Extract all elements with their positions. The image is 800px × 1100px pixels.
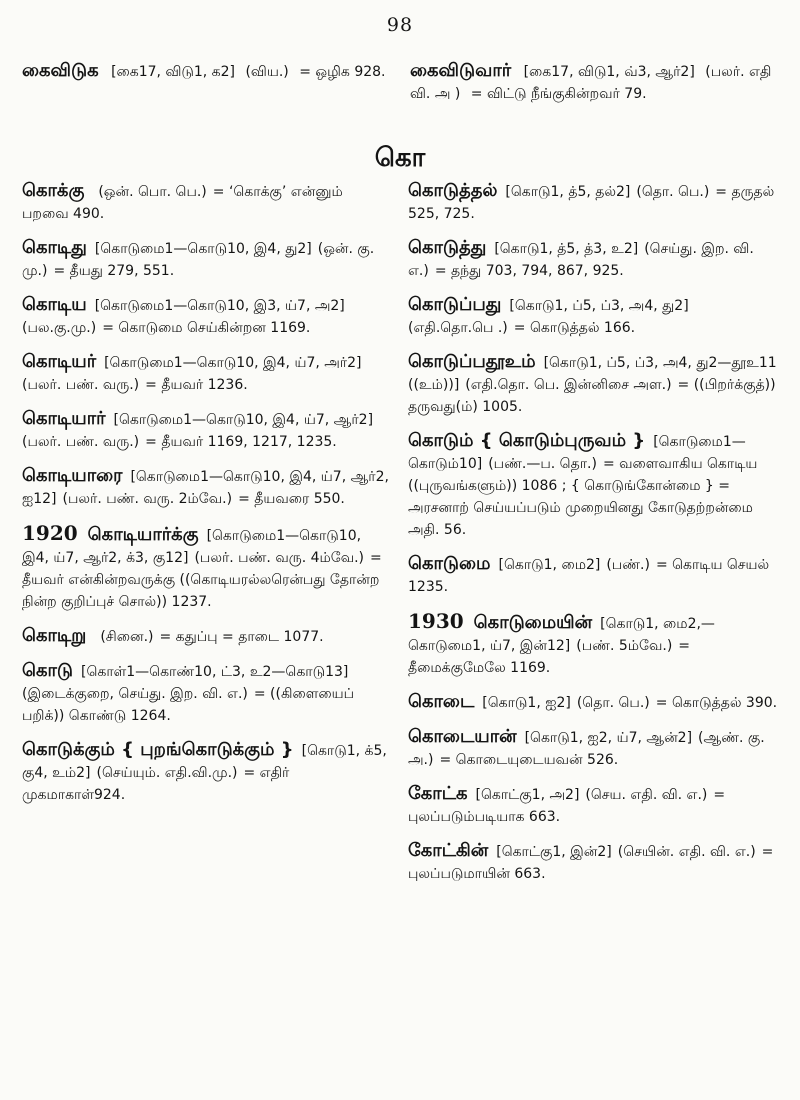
headword: கொடியார்க்கு (87, 524, 199, 545)
grammar-note: (தொ. பெ.) (576, 695, 650, 711)
headword: கோட்கின் (408, 840, 489, 861)
etymology: [கொடு1, ப்5, ப்3, அ4, து2—தூஉ11 ((உம்))] (408, 355, 777, 393)
headword: கொடுத்து (408, 237, 487, 258)
dictionary-entry (408, 180, 778, 225)
meaning: = ‘கொக்கு’ என்னும் பறவை 490. (22, 184, 343, 222)
etymology: [கொடு1, ஐ2, ய்7, ஆன்2] (524, 730, 693, 746)
headword: கொடும் { கொடும்புருவம் } (408, 430, 646, 451)
etymology: [கொடுமை1—கொடு10, இ4, து2] (94, 241, 312, 257)
headword: கைவிடுவார் (410, 60, 512, 81)
meaning: = தீயவரை 550. (238, 491, 345, 507)
dictionary-entry (22, 465, 390, 510)
grammar-note: (பண். 5ம்வே.) (576, 638, 673, 654)
grammar-note: (பண்.) (606, 557, 650, 573)
section-heading: கொ (374, 143, 426, 173)
dictionary-entry (408, 553, 778, 598)
grammar-note: (இடைக்குறை, செய்து. இற. வி. எ.) (22, 686, 248, 702)
meaning: = வளைவாகிய கொடிய ((புருவங்களும்)) 1086 ; { கொடுங்கோன்மை } = அரசனாற் செய்யப்படும் முறையினது கோடுதற்றன்மை அதி. 56. (408, 456, 758, 538)
dictionary-entry (408, 294, 778, 339)
meaning: = தருதல் 525, 725. (408, 184, 775, 222)
meaning: = புலப்படும்படியாக 663. (408, 787, 726, 825)
etymology: [கொடுமை1—கொடு10, இ4, ய்7, அர்2] (104, 355, 362, 371)
meaning: = தீமைக்குமேலே 1169. (408, 638, 691, 676)
etymology: [கொடுமை1—கொடு10, இ4, ய்7, ஆர்2] (113, 412, 374, 428)
headword: கொடுத்தல் (408, 180, 498, 201)
grammar-note: (பலர். பண். வரு.) (22, 434, 140, 450)
meaning: = தீயவர் 1169, 1217, 1235. (145, 434, 337, 450)
etymology: [கொடு1, த்5, தல்2] (505, 184, 631, 200)
dictionary-entry (410, 60, 778, 105)
dictionary-entry (408, 430, 778, 541)
meaning: = தீயவர் என்கின்றவருக்கு ((கொடியரல்லரென்பது தோன்ற நின்ற குறிப்புச் சொல்)) 1237. (22, 550, 382, 610)
grammar-note: (ஆண். கு. அ.) (408, 730, 765, 768)
grammar-note: (எதி.தொ.பெ .) (408, 320, 508, 336)
grammar-note: (செய்து. இற. வி. எ.) (408, 241, 754, 279)
meaning: = கொடுமை செய்கின்றன 1169. (102, 320, 311, 336)
dictionary-entry (22, 625, 390, 648)
meaning: = விட்டு நீங்குகின்றவர் 79. (470, 86, 647, 102)
grammar-note: (பலர். பண். வரு.) (22, 377, 140, 393)
dictionary-entry (22, 180, 390, 225)
dictionary-entry (408, 726, 778, 771)
meaning: = தந்து 703, 794, 867, 925. (434, 263, 624, 279)
headword: கொடுப்பது (408, 294, 502, 315)
meaning: = தீயது 279, 551. (53, 263, 175, 279)
headword: கொடியர் (22, 351, 97, 372)
headword: கொடுமை (408, 553, 491, 574)
headword: கைவிடுக (22, 60, 99, 81)
dictionary-entry (22, 522, 390, 613)
dictionary-entry (22, 237, 390, 282)
meaning: = கதுப்பு = தாடை 1077. (159, 629, 324, 645)
headword: கொடியார் (22, 408, 106, 429)
dictionary-entry (22, 660, 390, 727)
etymology: [கொடுமை1—கொடும்10] (408, 434, 746, 472)
headword: கோட்க (408, 783, 468, 804)
etymology: [கை17, விடு1, வ்3, ஆர்2] (523, 64, 695, 80)
grammar-note: (பலர். எதி வி. அ ) (410, 64, 772, 102)
grammar-note: (தொ. பெ.) (636, 184, 710, 200)
meaning: = கொடையுடையவன் 526. (439, 752, 619, 768)
grammar-note: (சினை.) (100, 629, 154, 645)
grammar-note: (பலர். பண். வரு. 4ம்வே.) (194, 550, 365, 566)
dictionary-entry (22, 739, 390, 806)
entry-number: 1920 (22, 521, 78, 545)
headword: கொடை (408, 691, 475, 712)
etymology: [கை17, விடு1, க2] (111, 64, 235, 80)
headword: கொடியாரை (22, 465, 123, 486)
headword: கொடுமையின் (473, 612, 593, 633)
meaning: = எதிர் முகமாகாள்924. (22, 765, 290, 803)
etymology: [கொட்கு1, இன்2] (496, 844, 612, 860)
headword: கொடிய (22, 294, 87, 315)
grammar-note: (எதி.தொ. பெ. இன்னிசை அள.) (465, 377, 672, 393)
grammar-note: (பல.கு.மு.) (22, 320, 97, 336)
etymology: [கொடு1, மை2,—கொடுமை1, ய்7, இன்12] (408, 616, 715, 654)
dictionary-entry (22, 351, 390, 396)
dictionary-entry (22, 408, 390, 453)
etymology: [கொள்1—கொண்10, ட்3, உ2—கொடு13] (81, 664, 349, 680)
grammar-note: (ஒன். கு. மு.) (22, 241, 375, 279)
dictionary-entry (22, 60, 390, 105)
etymology: [கொடுமை1—கொடு10, இ3, ய்7, அ2] (94, 298, 345, 314)
etymology: [கொடு1, ஐ2] (482, 695, 571, 711)
headword: கொடு (22, 660, 73, 681)
headword: கொடிது (22, 237, 87, 258)
dictionary-entry (408, 237, 778, 282)
page-number: 98 (386, 14, 414, 36)
etymology: [கொட்கு1, அ2] (475, 787, 580, 803)
grammar-note: (செய்யும். எதி.வி.மு.) (96, 765, 238, 781)
entry-number: 1930 (408, 609, 464, 633)
etymology: [கொடு1, மை2] (498, 557, 601, 573)
headword: கொடையான் (408, 726, 517, 747)
meaning: = தீயவர் 1236. (145, 377, 248, 393)
headword: கொடிறு (22, 625, 87, 646)
left-column (22, 180, 390, 818)
etymology: [கொடு1, க்5, கு4, உம்2] (22, 743, 387, 781)
etymology: [கொடுமை1—கொடு10, இ4, ய்7, ஆர்2, ஐ12] (22, 469, 389, 507)
dictionary-entry (408, 691, 778, 714)
meaning: = கொடிய செயல் 1235. (408, 557, 770, 595)
meaning: = புலப்படுமாயின் 663. (408, 844, 774, 882)
etymology: [கொடுமை1—கொடு10, இ4, ய்7, ஆர்2, க்3, கு12] (22, 528, 362, 566)
dictionary-entry (408, 351, 778, 418)
meaning: = ((பிறர்க்குத்)) தருவது(ம்) 1005. (408, 377, 776, 415)
dictionary-entry (22, 294, 390, 339)
right-column (408, 180, 778, 897)
dictionary-entry (408, 840, 778, 885)
grammar-note: (விய.) (245, 64, 289, 80)
grammar-note: (ஒன். பொ. பெ.) (98, 184, 207, 200)
grammar-note: (பலர். பண். வரு. 2ம்வே.) (62, 491, 233, 507)
headword: கொடுக்கும் { புறங்கொடுக்கும் } (22, 739, 294, 760)
meaning: = ஒழிக 928. (299, 64, 386, 80)
grammar-note: (பண்.—ப. தொ.) (488, 456, 597, 472)
meaning: = ((கிளையைப் பறிக்)) கொண்டு 1264. (22, 686, 355, 724)
dictionary-entry (408, 783, 778, 828)
grammar-note: (செய. எதி. வி. எ.) (585, 787, 708, 803)
etymology: [கொடு1, ப்5, ப்3, அ4, து2] (509, 298, 689, 314)
top-entries (22, 60, 778, 117)
headword: கொக்கு (22, 180, 85, 201)
headword: கொடுப்பதூஉம் (408, 351, 536, 372)
etymology: [கொடு1, த்5, த்3, உ2] (494, 241, 639, 257)
dictionary-entry (408, 610, 778, 679)
meaning: = கொடுத்தல் 390. (655, 695, 778, 711)
grammar-note: (செயின். எதி. வி. எ.) (617, 844, 756, 860)
meaning: = கொடுத்தல் 166. (513, 320, 636, 336)
